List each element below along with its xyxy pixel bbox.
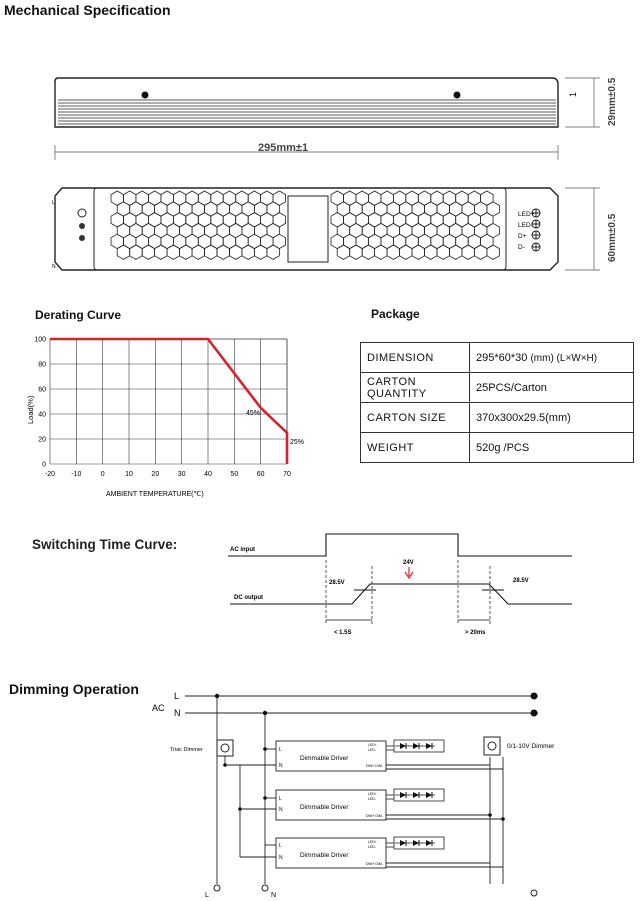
triac-dimmer-box bbox=[217, 740, 233, 756]
height-sep-label: 1 bbox=[568, 91, 578, 97]
y-tick-label: 0 bbox=[42, 461, 46, 469]
x-tick-label: 0 bbox=[100, 471, 105, 478]
y-tick-label: 40 bbox=[38, 411, 46, 419]
label-left-l: L bbox=[52, 200, 55, 206]
y-tick-label: 100 bbox=[34, 336, 46, 344]
label-d-minus: D- bbox=[518, 244, 525, 251]
switching-time-heading: Switching Time Curve: bbox=[32, 537, 178, 552]
analog-dimmer-box bbox=[484, 737, 500, 755]
mechanical-spec-heading: Mechanical Specification bbox=[4, 2, 171, 18]
driver-2-in-n: N bbox=[279, 807, 283, 813]
driver-2-label: Dimmable Driver bbox=[300, 804, 349, 811]
y-tick-label: 80 bbox=[38, 361, 46, 369]
dimension-unit: (mm) (L×W×H) bbox=[530, 352, 598, 364]
driver-2-out-pos: LED+ bbox=[368, 792, 377, 796]
driver-3-label: Dimmable Driver bbox=[300, 852, 349, 859]
driver-1-label: Dimmable Driver bbox=[300, 755, 349, 762]
y-tick-label: 20 bbox=[38, 436, 46, 444]
x-tick-label: 40 bbox=[204, 471, 212, 478]
driver-3-in-l: L bbox=[279, 843, 282, 849]
dc-output-label: DC output bbox=[234, 595, 263, 601]
analog-dimmer-label: 0/1-10V Dimmer bbox=[507, 743, 555, 750]
x-tick-label: 70 bbox=[283, 471, 291, 478]
carton-size-unit: (mm) bbox=[545, 411, 571, 424]
x-tick-label: -20 bbox=[44, 471, 56, 478]
dimension-key: DIMENSION bbox=[361, 343, 470, 373]
chart-ylabel: Load(%) bbox=[26, 395, 35, 424]
dimension-number: 295*60*30 bbox=[476, 351, 528, 364]
derating-curve-heading: Derating Curve bbox=[35, 308, 122, 322]
x-tick-label: 10 bbox=[125, 471, 133, 478]
driver-2-in-l: L bbox=[279, 796, 282, 802]
carton-size-key: CARTON SIZE bbox=[361, 403, 470, 433]
line-l-label: L bbox=[174, 691, 180, 701]
x-tick-label: 30 bbox=[177, 471, 186, 478]
package-heading: Package bbox=[371, 307, 420, 321]
driver-2-out-neg: LED- bbox=[368, 797, 376, 801]
fall-voltage-label: 28.5V bbox=[513, 578, 529, 584]
label-led-plus: LED+ bbox=[518, 211, 535, 218]
driver-2-dim: DIM+ DIM- bbox=[366, 814, 384, 818]
carton-quantity-value: 25PCS/Carton bbox=[470, 373, 634, 403]
height-label: 29mm±0.5 bbox=[607, 77, 618, 126]
bottom-l-label: L bbox=[205, 892, 209, 899]
driver-1-dim: DIM+ DIM- bbox=[366, 764, 384, 768]
weight-value: 520g /PCS bbox=[470, 433, 634, 463]
bottom-n-label: N bbox=[271, 892, 277, 899]
length-label: 295mm±1 bbox=[258, 142, 309, 154]
carton-quantity-key: CARTON QUANTITY bbox=[361, 373, 470, 403]
weight-key: WEIGHT bbox=[361, 433, 470, 463]
driver-3-out-neg: LED- bbox=[368, 845, 376, 849]
label-led-minus: LED- bbox=[518, 222, 533, 229]
x-tick-label: 50 bbox=[230, 471, 239, 478]
driver-3-dim: DIM+ DIM- bbox=[366, 862, 384, 866]
rise-voltage-label: 28.5V bbox=[329, 580, 345, 586]
driver-1-out-pos: LED+ bbox=[368, 743, 377, 747]
dimming-operation-heading: Dimming Operation bbox=[9, 681, 139, 697]
carton-size-number: 370x300x29.5 bbox=[476, 411, 546, 424]
chart-xlabel: AMBIENT TEMPERATURE(℃) bbox=[106, 491, 204, 498]
label-d-plus: D+ bbox=[518, 233, 527, 240]
driver-1-in-n: N bbox=[279, 763, 283, 769]
ac-input-label: AC input bbox=[230, 547, 255, 553]
driver-3-in-n: N bbox=[279, 855, 283, 861]
driver-1-in-l: L bbox=[279, 747, 282, 753]
y-tick-label: 60 bbox=[38, 386, 46, 394]
line-n-label: N bbox=[174, 708, 181, 718]
driver-3-out-pos: LED+ bbox=[368, 840, 377, 844]
x-tick-label: -10 bbox=[71, 471, 82, 478]
turn-on-time-label: < 1.5S bbox=[334, 630, 352, 636]
x-tick-label: 20 bbox=[151, 471, 160, 478]
x-tick-label: 60 bbox=[256, 471, 265, 478]
triac-dimmer-label: Triac Dimmer bbox=[170, 747, 203, 753]
annotation-25: 25% bbox=[290, 439, 305, 446]
label-left-n: N bbox=[52, 264, 56, 270]
turn-off-time-label: > 20ms bbox=[465, 630, 486, 636]
annotation-45: 45% bbox=[246, 410, 261, 417]
driver-1-out-neg: LED- bbox=[368, 748, 376, 752]
width-label: 60mm±0.5 bbox=[607, 213, 618, 262]
peak-voltage-label: 24V bbox=[403, 560, 414, 566]
ac-label: AC bbox=[152, 703, 165, 713]
